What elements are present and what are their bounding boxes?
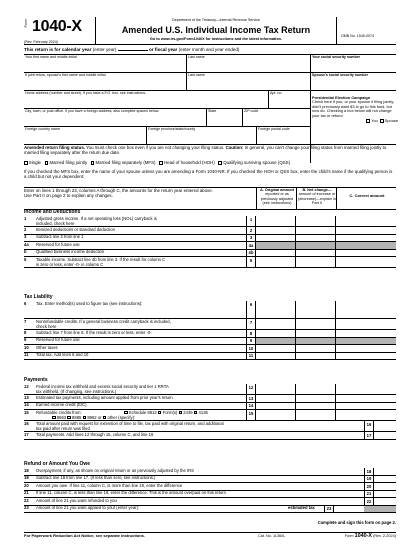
line-3-column-c[interactable] [336, 235, 396, 242]
line-description: Subtract line 7 from line 6. If the result is zero or less, enter -0- [36, 329, 152, 335]
spouse-ssn-field[interactable]: Spouse's social security number [312, 73, 368, 77]
line-7-column-a[interactable] [256, 319, 296, 329]
line-23-amount[interactable] [334, 506, 364, 513]
line-ref-16: 16 [364, 421, 374, 431]
ssn-field[interactable]: Your social security number [312, 55, 361, 59]
line-6-row [24, 301, 396, 319]
form-number: 1040-X [32, 18, 82, 35]
credit-option-label: Schedule 8812 [128, 409, 158, 415]
last-name-field[interactable]: Last name [188, 55, 205, 59]
line-ref-14: 14 [246, 403, 256, 410]
line-4b-row [24, 250, 396, 258]
calendar-text-d: (enter month and year ended) [178, 47, 240, 52]
line-description-cont: tax withheld. (If changing, see instructions.) [36, 388, 117, 394]
line-3-row [24, 235, 396, 243]
filing-status-heading: Amended return filing status. [24, 145, 85, 150]
line-number: 19 [24, 475, 29, 480]
line-8-column-c[interactable] [336, 330, 396, 337]
line-ref-19: 19 [364, 476, 374, 483]
line-20-amount[interactable] [374, 483, 396, 490]
line-ref-6: 6 [246, 301, 256, 318]
line-ref-3: 3 [246, 235, 256, 242]
line-10-column-b[interactable] [296, 345, 336, 352]
line-7-row [24, 319, 396, 330]
line-number: 14 [24, 402, 29, 407]
line-12-column-c[interactable] [336, 384, 396, 394]
line-2-column-c[interactable] [336, 227, 396, 234]
line-10-column-a[interactable] [256, 345, 296, 352]
estimated-tax-label: estimated tax [288, 505, 315, 510]
line-11-column-c[interactable] [336, 353, 396, 360]
qss-label: Qualifying surviving spouse (QSS) [223, 160, 291, 165]
credit-option-label: 2439 [183, 409, 194, 415]
line-number: 1 [24, 215, 27, 221]
line-15-column-c[interactable] [336, 410, 396, 420]
line-5-column-a[interactable] [256, 257, 296, 267]
city-field[interactable]: City, town, or post office. If you have a foreign address, also complete spaces below. [25, 109, 160, 113]
credit-option-label: Form(s) [162, 409, 179, 415]
calendar-year-input[interactable] [118, 50, 148, 51]
spouse-last-name-field[interactable]: Last name [188, 73, 205, 77]
payments-section-heading: Payments [24, 377, 48, 383]
line-number: 6 [24, 300, 27, 306]
line-4b-column-c[interactable] [336, 250, 396, 257]
line-16-row [24, 421, 396, 432]
line-ref-10: 10 [246, 345, 256, 352]
line-2-column-a[interactable] [256, 227, 296, 234]
line-15-row [24, 410, 396, 421]
column-c-header [337, 194, 397, 199]
line-6-column-a[interactable] [256, 301, 296, 318]
line-number: 2 [24, 226, 27, 232]
refund-section-heading: Refund or Amount You Owe [24, 461, 91, 467]
line-12-column-b[interactable] [296, 384, 336, 394]
foreign-postal-field[interactable]: Foreign postal code [258, 127, 290, 131]
line-ref-2: 2 [246, 227, 256, 234]
refundable-credit-options-2 [52, 416, 135, 421]
line-description: Subtract line 18 from line 17. (If less than zero, see instructions.) [36, 475, 156, 480]
line-22-amount[interactable] [374, 498, 396, 505]
line-number: 10 [24, 344, 29, 350]
zip-field[interactable]: ZIP code [244, 109, 259, 113]
single-checkbox[interactable] [24, 161, 28, 165]
line-number: 20 [24, 482, 29, 488]
line-1-column-b[interactable] [296, 216, 336, 226]
line-ref-4b: 4b [246, 250, 256, 257]
tax-section-heading: Tax Liability [24, 294, 53, 300]
department-line: Department of the Treasury—Internal Revenue Service [172, 18, 260, 22]
revision-date: (Rev. February 2024) [24, 39, 58, 44]
line-18-amount[interactable] [374, 468, 396, 475]
refundable-credit-options [124, 411, 208, 416]
campaign-you-checkbox[interactable] [366, 119, 370, 123]
line-ref-18: 18 [364, 468, 374, 475]
column-a-sub: reported or as previously adjusted (see instructions) [260, 192, 294, 206]
instructions-link[interactable]: Go to www.irs.gov/Form1040X for instructions and the latest information. [149, 37, 283, 41]
line-description-cont: is zero or less, enter -0- in column C [36, 261, 104, 267]
income-section-heading: Income and Deductions [24, 209, 81, 215]
complete-sign-note: Complete and sign this form on page 2. [317, 520, 396, 525]
line-ref-15: 15 [246, 410, 256, 420]
credit-option-label: 8962 or [87, 414, 103, 420]
line-2-column-b[interactable] [296, 227, 336, 234]
line-21-row [24, 491, 396, 499]
line-number: 17 [24, 431, 29, 437]
line-3-column-b[interactable] [296, 235, 336, 242]
credit-checkbox[interactable] [83, 416, 87, 420]
caution-text: In general, you can't change your filing status from married filing jointly to married filing separately after the return due date. [24, 145, 387, 156]
line-description: Total payments. Add lines 12 through 15, column C, and line 16 [36, 431, 154, 437]
line-number: b [24, 249, 27, 254]
credit-option-label: other (specify): [107, 414, 136, 420]
line-23-shaded [364, 506, 396, 513]
presidential-campaign [312, 96, 398, 124]
line-9-column-a [256, 338, 296, 345]
form-header [24, 17, 396, 45]
line-ref-9: 9 [246, 338, 256, 345]
line-description: Nonrefundable credits. If a general business credit carryback is included, [36, 318, 171, 324]
omb-number: OMB No. 1545-0074 [336, 17, 396, 45]
line-ref-1: 1 [246, 216, 256, 226]
credit-checkbox[interactable] [52, 416, 56, 420]
campaign-spouse-label: Spouse [384, 118, 398, 124]
column-c-title: C. Correct amount [349, 193, 385, 198]
form-number-box [24, 17, 96, 45]
line-9-row [24, 338, 396, 346]
column-b-title: B. Net change— [302, 188, 332, 192]
line-11-column-b[interactable] [296, 353, 336, 360]
line-number: 3 [24, 234, 27, 239]
line-number: 13 [24, 394, 29, 400]
calendar-year-line [24, 47, 239, 52]
filing-status-text: You must check one box even if you are not changing your filing status. [86, 145, 225, 150]
line-14-row [24, 403, 396, 411]
line-ref-11: 11 [246, 353, 256, 360]
line-number: 23 [24, 505, 29, 510]
line-21-amount[interactable] [374, 491, 396, 498]
line-description-cont: tax paid after return was filed [36, 425, 90, 431]
line-description: Federal income tax withheld and excess social security and tier 1 RRTA [36, 383, 169, 389]
line-description: Total amount paid with request for extension of time to file, tax paid with original return, and additional [36, 420, 224, 426]
footer-revision: (Rev. 2-2024) [373, 534, 396, 538]
line-description: If line 11, column C, is less than line 19, enter the difference. This is the amount overpaid on this return [36, 490, 226, 495]
line-19-amount[interactable] [374, 476, 396, 483]
line-17-row [24, 432, 396, 440]
line-ref-21: 21 [364, 491, 374, 498]
line-15-column-b[interactable] [296, 410, 336, 420]
form-title: Amended U.S. Individual Income Tax Return [121, 25, 311, 35]
line-ref-4a: 4a [246, 242, 256, 249]
credit-checkbox[interactable] [158, 411, 162, 415]
line-10-column-c[interactable] [336, 345, 396, 352]
line-description: Qualified business income deduction [36, 249, 105, 254]
line-ref-20: 20 [364, 483, 374, 490]
line-5-column-c[interactable] [336, 257, 396, 267]
catalog-number: Cat. No. 11360L [258, 534, 286, 538]
filing-status-intro [24, 145, 396, 155]
mfj-checkbox[interactable] [45, 161, 49, 165]
line-8-column-a[interactable] [256, 330, 296, 337]
line-number: 7 [24, 318, 27, 324]
credit-option-label: 8863 [56, 414, 68, 420]
calendar-text-a: This return is for calendar year [24, 47, 92, 52]
hoh-label: Head of household (HOH) [163, 160, 215, 165]
line-7-column-c[interactable] [336, 319, 396, 329]
line-number: 9 [24, 337, 27, 342]
apt-field[interactable]: Apt. no. [270, 91, 283, 95]
campaign-spouse-checkbox[interactable] [380, 119, 384, 123]
line-description: Amount of line 21 you want refunded to you [36, 497, 117, 503]
line-12-column-a[interactable] [256, 384, 296, 394]
caution-label: Caution: [225, 145, 244, 150]
line-number: 18 [24, 467, 29, 473]
line-description: Tax. Enter method(s) used to figure tax (see instructions): [36, 300, 143, 306]
line-description: Estimated tax payments, including amount applied from prior year's return [36, 394, 173, 400]
campaign-title: Presidential Election Campaign [312, 95, 371, 100]
line-14-column-b[interactable] [296, 403, 336, 410]
campaign-you-label: You [371, 118, 378, 124]
line-ref-13: 13 [246, 395, 256, 402]
line-9-column-b [296, 338, 336, 345]
column-a-header [257, 188, 297, 205]
calendar-text-c: or fiscal year [149, 47, 178, 52]
credit-checkbox[interactable] [67, 416, 71, 420]
line-13-column-c[interactable] [336, 395, 396, 402]
line-5-column-b[interactable] [296, 257, 336, 267]
line-description: Reserved for future use [36, 337, 80, 342]
line-description: Adjusted gross income. If a net operating loss (NOL) carryback is [36, 215, 157, 221]
line-description: Earned income credit (EIC) [36, 402, 87, 407]
line-17-amount[interactable] [374, 432, 396, 439]
calendar-text-b: (enter year) [92, 47, 117, 52]
filing-status-options [24, 160, 290, 165]
line-description: Taxable income. Subtract line 4b from line 3. If the result for column C [36, 256, 166, 262]
line-5-row [24, 257, 396, 268]
line-11-column-a[interactable] [256, 353, 296, 360]
line-description: Itemized deductions or standard deduction [36, 226, 115, 232]
line-ref-17: 17 [364, 432, 374, 439]
line-description: Other taxes [36, 344, 58, 350]
column-b-sub: amount of increase or (decrease)—explain in Part II [298, 192, 336, 206]
single-label: Single [28, 160, 41, 165]
line-description-cont: included, check here [36, 220, 75, 226]
line-number: 21 [24, 490, 29, 495]
qss-checkbox[interactable] [218, 161, 222, 165]
spouse-first-name-field[interactable]: If joint return, spouse's first name and middle initial [25, 73, 106, 77]
column-intro-2: Use Part II on page 2 to explain any changes. [24, 193, 113, 199]
line-1-column-c[interactable] [336, 216, 396, 226]
campaign-text: Check here if you, or your spouse if filing jointly, didn't previously want $3 to go to this fund, but now do. Checking a box below will not change your tax or refund. [312, 99, 395, 118]
line-1-column-a[interactable] [256, 216, 296, 226]
hoh-checkbox[interactable] [159, 161, 163, 165]
line-description: Overpayment, if any, as shown on original return or as previously adjusted by the IRS [36, 467, 194, 473]
column-b-header [297, 188, 337, 205]
credit-checkbox[interactable] [179, 411, 183, 415]
form-word: Form [24, 19, 28, 28]
line-ref-23: 23 [324, 506, 334, 513]
mfj-label: Married filing jointly [49, 160, 88, 165]
line-15-column-a[interactable] [256, 410, 296, 420]
column-a-title: A. Original amount [260, 188, 294, 192]
mfs-checkbox[interactable] [91, 161, 95, 165]
line-number: 8 [24, 329, 27, 335]
line-description: Amount you owe. If line 11, column C, is more than line 19, enter the difference [36, 482, 183, 488]
line-ref-8: 8 [246, 330, 256, 337]
line-4a-column-c [336, 242, 396, 249]
credit-checkbox[interactable] [194, 411, 198, 415]
line-14-column-a[interactable] [256, 403, 296, 410]
paperwork-notice: For Paperwork Reduction Act Notice, see separate instructions. [24, 533, 145, 538]
foreign-province-field[interactable]: Foreign province/state/county [148, 127, 196, 131]
footer-form-id [345, 533, 396, 539]
line-6-column-c[interactable] [336, 301, 396, 318]
line-description: Refundable credits from: [36, 409, 82, 415]
line-number: 5 [24, 256, 27, 262]
line-23-row [24, 506, 396, 514]
footer-form-word: Form [344, 534, 354, 538]
line-7-column-b[interactable] [296, 319, 336, 329]
footer-form-number: 1040-X [354, 533, 372, 539]
line-4b-column-b[interactable] [296, 250, 336, 257]
column-intro [24, 188, 244, 198]
line-8-column-b[interactable] [296, 330, 336, 337]
line-ref-5: 5 [246, 257, 256, 267]
line-12-row [24, 384, 396, 395]
line-description: Amount of line 21 you want applied to your (enter year): [36, 505, 140, 510]
line-ref-22: 22 [364, 498, 374, 505]
line-11-row [24, 353, 396, 361]
line-4a-column-a [256, 242, 296, 249]
line-14-column-c[interactable] [336, 403, 396, 410]
address-field[interactable]: Home address (number and street). If you have a P.O. box, see instructions. [25, 91, 146, 95]
line-number: 11 [24, 352, 29, 357]
credit-option-label: 8885 [72, 414, 83, 420]
column-intro-1: Enter on lines 1 through 23, columns A through C, the amounts for the return year entered above. [24, 188, 213, 193]
credit-checkbox[interactable] [103, 416, 107, 420]
line-ref-7: 7 [246, 319, 256, 329]
line-13-column-a[interactable] [256, 395, 296, 402]
line-number: 16 [24, 420, 29, 426]
line-4b-column-a[interactable] [256, 250, 296, 257]
line-4a-column-b [296, 242, 336, 249]
line-16-amount[interactable] [374, 421, 396, 431]
credit-option-label: 4136 [198, 409, 208, 415]
mfs-label: Married filing separately (MFS) [95, 160, 156, 165]
line-9-column-c [336, 338, 396, 345]
line-number: 12 [24, 383, 29, 389]
line-19-row [24, 476, 396, 484]
foreign-country-field[interactable]: Foreign country name [25, 127, 60, 131]
line-number: 4a [24, 241, 29, 247]
line-1-row [24, 216, 396, 227]
line-number: 22 [24, 497, 29, 503]
state-field[interactable]: State [208, 109, 217, 113]
line-13-column-b[interactable] [296, 395, 336, 402]
line-description: Total tax. Add lines 8 and 10 [36, 352, 89, 357]
line-number: 15 [24, 409, 29, 415]
line-6-column-b[interactable] [296, 301, 336, 318]
line-description: Subtract line 2 from line 1 [36, 234, 84, 239]
line-3-column-a[interactable] [256, 235, 296, 242]
line-description: Reserved for future use [36, 241, 80, 247]
mfs-note: If you checked the MFS box, enter the name of your spouse unless you are amending a Form 1040-NR. If you checked the HOH or QSS box, enter the child's name if the qualifying person is a child but not your dependent: [24, 169, 393, 180]
line-description-cont: check here [36, 323, 57, 329]
line-ref-12: 12 [246, 384, 256, 394]
first-name-field[interactable]: Your first name and middle initial [25, 55, 77, 59]
